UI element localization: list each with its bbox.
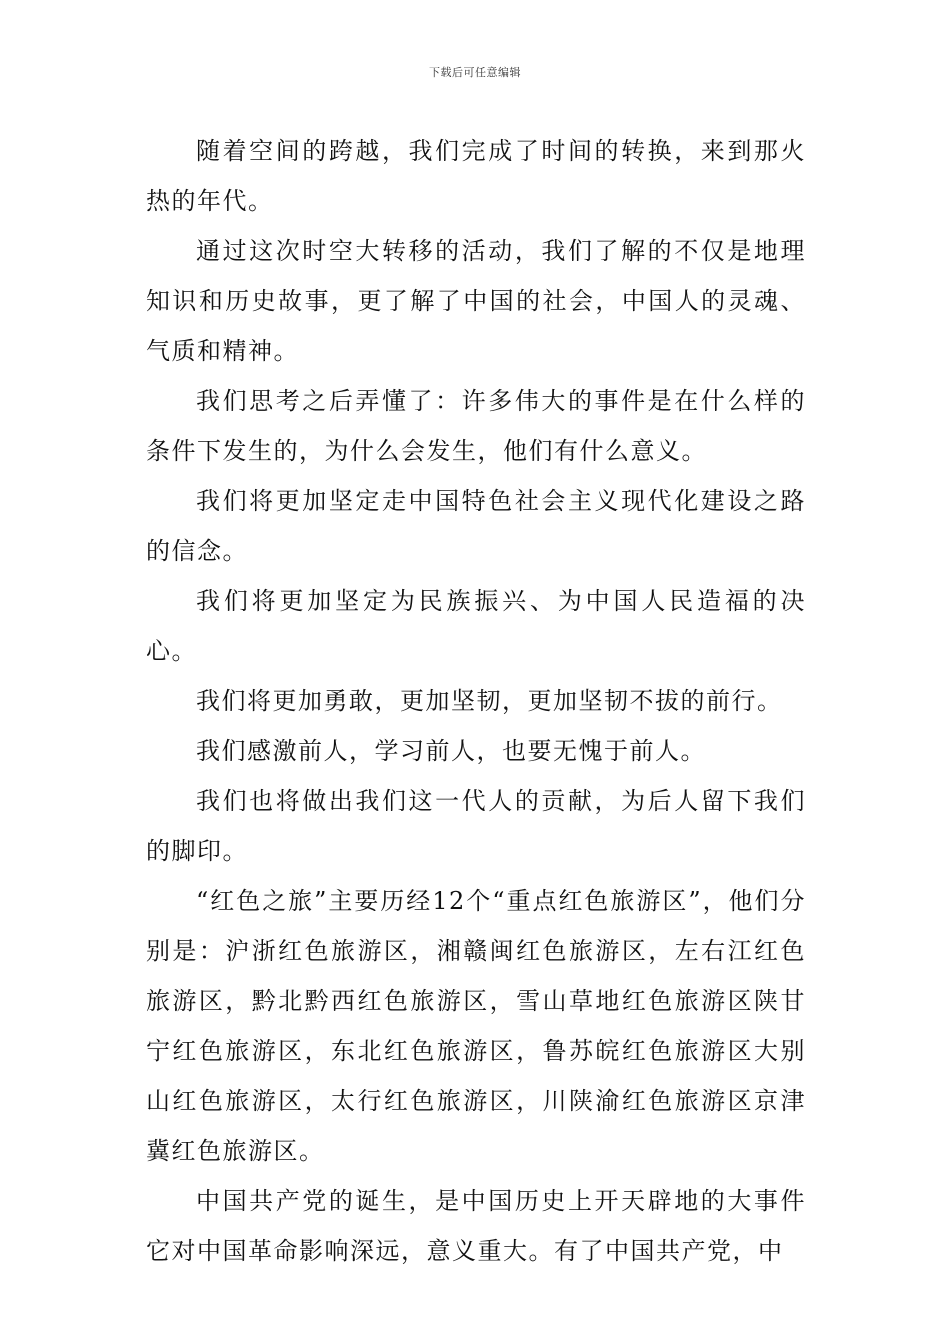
page-header: 下载后可任意编辑 — [429, 66, 521, 79]
paragraph: 我们将更加坚定为民族振兴、为中国人民造福的决心。 — [146, 587, 806, 665]
document-body — [146, 126, 806, 1276]
paragraph: 随着空间的跨越，我们完成了时间的转换，来到那火热的年代。 — [146, 137, 806, 215]
paragraph: “红色之旅”主要历经12个“重点红色旅游区”，他们分别是：沪浙红色旅游区，湘赣闽红色旅游区，左右江红色旅游区，黔北黔西红色旅游区，雪山草地红色旅游区陕甘宁红色旅游区，东北红色旅游区，鲁苏皖红色旅游区大别山红色旅游区，太行红色旅游区，川陕渝红色旅游区京津冀红色旅游区。 — [146, 887, 806, 1165]
paragraph: 我们将更加坚定走中国特色社会主义现代化建设之路的信念。 — [146, 487, 806, 565]
paragraph: 中国共产党的诞生，是中国历史上开天辟地的大事件它对中国革命影响深远，意义重大。有了中国共产党，中 — [146, 1187, 806, 1265]
paragraph: 我们感激前人，学习前人，也要无愧于前人。 — [196, 737, 706, 765]
paragraph: 通过这次时空大转移的活动，我们了解的不仅是地理知识和历史故事，更了解了中国的社会，中国人的灵魂、气质和精神。 — [146, 237, 806, 365]
paragraph: 我们思考之后弄懂了：许多伟大的事件是在什么样的条件下发生的，为什么会发生，他们有什么意义。 — [146, 387, 806, 465]
paragraph: 我们将更加勇敢，更加坚韧，更加坚韧不拔的前行。 — [196, 687, 783, 715]
paragraph: 我们也将做出我们这一代人的贡献，为后人留下我们的脚印。 — [146, 787, 806, 865]
